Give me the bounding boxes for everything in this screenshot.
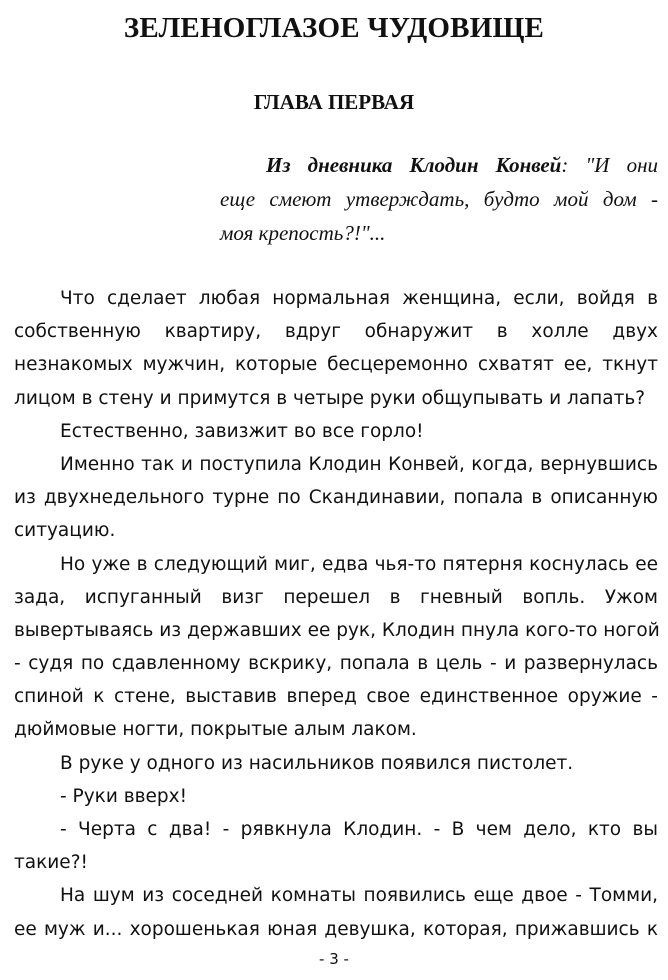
text-line: Естественно, завизжит во все горло! (60, 420, 424, 442)
text-line: вывертываясь из державших ее рук, Клодин пнула кого-то ногой (14, 619, 660, 641)
text-line: Но уже в следующий миг, едва чья-то пятерня коснулась ее (60, 553, 658, 575)
text-line: такие?! (14, 852, 88, 874)
text-line: В руке у одного из насильников появился пистолет. (60, 752, 574, 774)
text-line: лицом в стену и примутся в четыре руки общупывать и лапать? (14, 387, 646, 409)
text-line: - Руки вверх! (60, 785, 188, 807)
epigraph-line-3: моя крепость?!"... (220, 221, 386, 245)
epigraph (220, 148, 658, 250)
epigraph-quote-start: : "И они (561, 153, 658, 177)
text-line: незнакомых мужчин, которые бесцеремонно схватят ее, ткнут (14, 354, 658, 376)
epigraph-source: Из дневника Клодин Конвей (266, 153, 562, 177)
epigraph-line-2: еще смеют утверждать, будто мой дом - (220, 187, 658, 211)
paragraph-5 (14, 747, 658, 780)
body-text (14, 282, 658, 946)
text-line: Именно так и поступила Клодин Конвей, когда, вернувшись (60, 453, 658, 475)
book-title: ЗЕЛЕНОГЛАЗОЕ ЧУДОВИЩЕ (123, 12, 545, 44)
text-line: спиной к стене, выставив вперед свое единственное оружие - (14, 686, 658, 708)
text-line: - Черта с два! - рявкнула Клодин. - В чем дело, кто вы (60, 819, 658, 840)
paragraph-8 (14, 879, 658, 945)
text-line: ее муж и... хорошенькая юная девушка, которая, прижавшись к (14, 918, 658, 940)
paragraph-6 (14, 780, 658, 813)
chapter-title: ГЛАВА ПЕРВАЯ (253, 90, 415, 114)
page-number: - 3 - (319, 950, 349, 968)
paragraph-3 (14, 448, 658, 548)
text-line: зада, испуганный визг перешел в гневный вопль. Ужом (14, 586, 658, 608)
paragraph-4 (14, 548, 658, 747)
text-line: Что сделает любая нормальная женщина, если, войдя в (60, 288, 658, 309)
text-line: - судя по сдавленному вскрику, попала в цель - и развернулась (14, 653, 658, 675)
text-line: собственную квартиру, вдруг обнаружит в холле двух (14, 321, 658, 343)
text-line: из двухнедельного турне по Скандинавии, попала в описанную (14, 487, 658, 509)
paragraph-2 (14, 415, 658, 448)
paragraph-7 (14, 813, 658, 879)
paragraph-1 (14, 282, 658, 415)
epigraph-line-1 (220, 148, 658, 182)
text-line: На шум из соседней комнаты появились еще двое - Томми, (60, 885, 658, 907)
text-line: ситуацию. (14, 520, 116, 542)
text-line: дюймовые ногти, покрытые алым лаком. (14, 719, 417, 741)
